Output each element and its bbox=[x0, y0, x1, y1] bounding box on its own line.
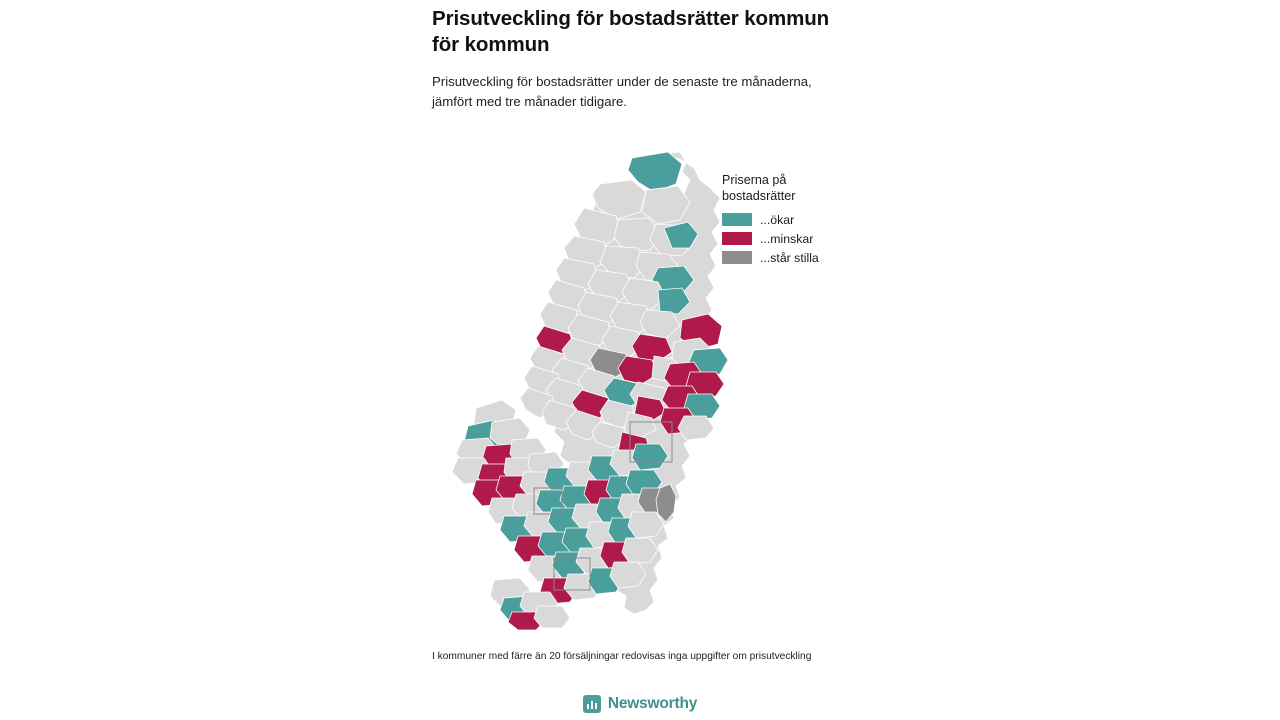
page-title: Prisutveckling för bostadsrätter kommun för kommun bbox=[432, 7, 830, 57]
map-municipalities[interactable] bbox=[452, 152, 728, 630]
legend-item-increase[interactable] bbox=[722, 213, 852, 227]
brand-name: Newsworthy bbox=[607, 695, 698, 712]
header bbox=[432, 6, 852, 111]
legend-swatch-stable bbox=[722, 251, 752, 264]
legend-label-decrease: ...minskar bbox=[760, 231, 814, 246]
footnote: I kommuner med färre än 20 försäljningar redovisas inga uppgifter om prisutveckling bbox=[432, 651, 812, 662]
legend-swatch-increase bbox=[722, 213, 752, 226]
municipality-nodata[interactable] bbox=[534, 606, 570, 628]
legend-label-increase: ...ökar bbox=[760, 212, 795, 227]
map-legend bbox=[722, 172, 852, 270]
legend-item-stable[interactable] bbox=[722, 251, 852, 265]
page-subtitle: Prisutveckling för bostadsrätter under de senaste tre månaderna, jämfört med tre månader tidigare. bbox=[432, 74, 812, 109]
brand-footer[interactable] bbox=[0, 695, 1280, 713]
municipality-nodata[interactable] bbox=[678, 416, 714, 440]
legend-title: Priserna på bostadsrätter bbox=[722, 173, 796, 204]
legend-item-decrease[interactable] bbox=[722, 232, 852, 246]
newsworthy-logo-icon bbox=[583, 695, 601, 713]
legend-label-stable: ...står stilla bbox=[760, 250, 819, 265]
legend-swatch-decrease bbox=[722, 232, 752, 245]
